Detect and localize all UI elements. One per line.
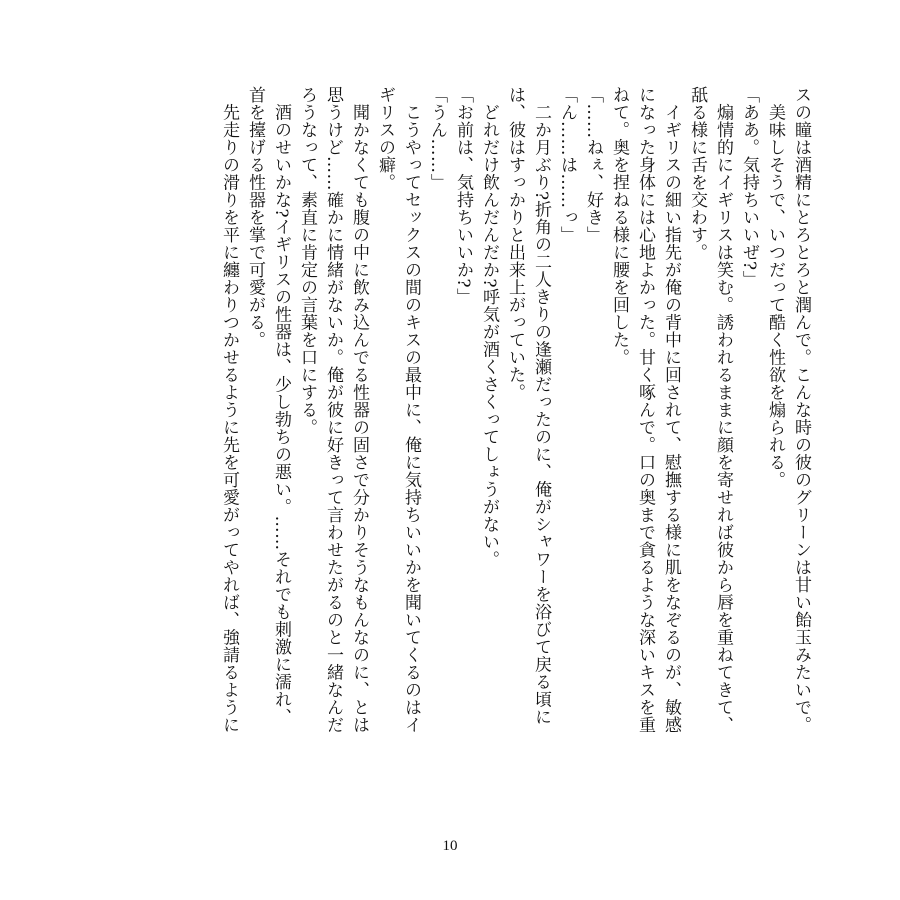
text-line: 煽情的にイギリスは笑む。誘われるままに顔を寄せれば彼から唇を重ねてきて、 (713, 86, 733, 734)
text-line: は、彼はすっかりと出来上がっていた。 (505, 86, 525, 401)
text-line: こうやってセックスの間のキスの最中に、俺に気持ちいいかを聞いてくるのはイ (401, 86, 421, 734)
text-line: 「ん……は……っ」 (557, 86, 577, 244)
text-line: 先走りの滑りを平に纏わりつかせるように先を可愛がってやれば、強請るように (219, 86, 239, 734)
text-line: 「お前は、気持ちいいか?」 (453, 86, 473, 306)
text-line: 酒のせいかな?イギリスの性器は、少し勃ちの悪い。……それでも刺激に濡れ、 (271, 86, 291, 726)
text-line: イギリスの細い指先が俺の背中に回されて、慰撫する様に肌をなぞるのが、敏感 (661, 86, 681, 734)
page-number: 10 (442, 838, 458, 854)
text-line: ろうなって、素直に肯定の言葉を口にする。 (297, 86, 317, 436)
text-line: 舐る様に舌を交わす。 (687, 86, 707, 261)
text-line: 美味しそうで、いつだって酷く性欲を煽られる。 (765, 86, 785, 489)
text-line: 「ああ。気持ちいいぜ?」 (739, 86, 759, 289)
text-line: スの瞳は酒精にとろとろと潤んで。こんな時の彼のグリーンは甘い飴玉みたいで。 (791, 86, 811, 734)
text-line: になった身体には心地よかった。甘く啄んで。口の奥まで貪るような深いキスを重 (635, 86, 655, 734)
text-line: 聞かなくても腹の中に飲み込んでる性器の固さで分かりそうなもんなのに、とは (349, 86, 369, 734)
text-line: 「……ねぇ、好き」 (583, 86, 603, 244)
text-line: 思うけど……確かに情緒がないか。俺が彼に好きって言わせたがるのと一緒なんだ (323, 86, 343, 734)
text-line: 首を擡げる性器を掌で可愛がる。 (245, 86, 265, 349)
vertical-body-text (216, 86, 814, 791)
text-line: ねて。奥を捏ねる様に腰を回した。 (609, 86, 629, 366)
text-line: 二か月ぶり?折角の二人きりの逢瀬だったのに、俺がシャワーを浴びて戻る頃に (531, 86, 551, 726)
text-line: 「うん……」 (427, 86, 447, 191)
text-line: ギリスの癖。 (375, 86, 395, 191)
text-line: どれだけ飲んだんだか?呼気が酒くさくってしょうがない。 (479, 86, 499, 569)
